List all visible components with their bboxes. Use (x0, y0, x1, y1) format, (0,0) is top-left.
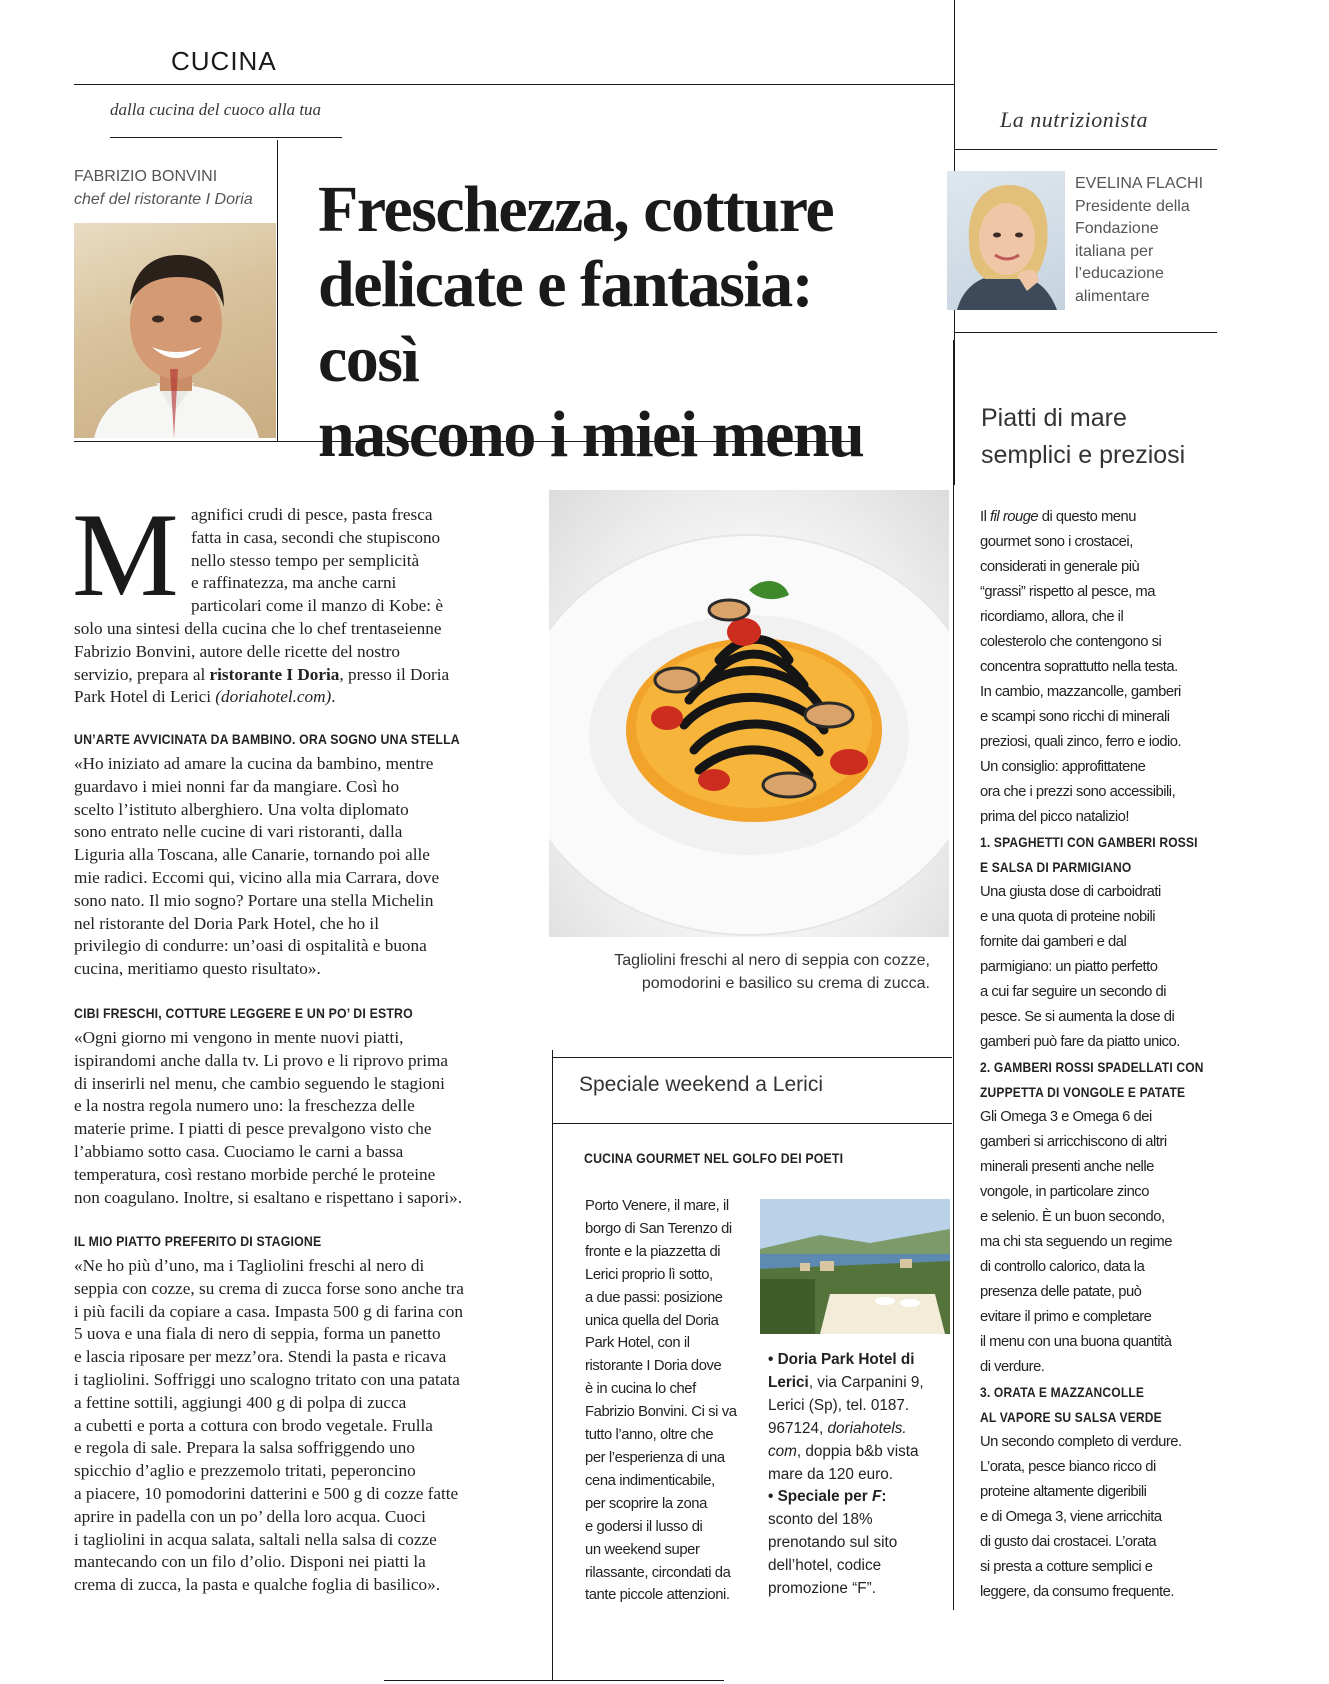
section-body (74, 753, 514, 981)
sidebar-line: gamberi si arricchiscono di altri (980, 1134, 1167, 1150)
section-heading: UN’ARTE AVVICINATA DA BAMBINO. ORA SOGNO UNA STELLA (74, 731, 460, 747)
article-line: mantecando con un filo d’olio. Disponi nei piatti la (74, 1552, 426, 1572)
article-line: nel ristorante del Doria Park Hotel, che ho il (74, 913, 379, 933)
sidebar-line: colesterolo che contengono si (980, 634, 1162, 650)
article-line: seppia con cozze, su crema di zucca forse sono anche tra (74, 1278, 464, 1298)
sidebar-title-line: Piatti di mare (981, 404, 1127, 432)
nutritionist-title: La nutrizionista (1000, 107, 1148, 132)
section-heading: IL MIO PIATTO PREFERITO DI STAGIONE (74, 1233, 322, 1249)
sidebar-line: si presta a cotture semplici e (980, 1559, 1153, 1575)
sidebar-line: evitare il primo e completare (980, 1309, 1152, 1325)
tagline-rule (110, 137, 342, 138)
bottom-rule (384, 1680, 724, 1681)
headline (318, 172, 918, 472)
article-line: Park Hotel di Lerici (doriahotel.com). (74, 687, 336, 707)
top-rule (74, 84, 955, 85)
sidebar-line: Il fil rouge di questo menu (980, 509, 1136, 525)
hotel-line: • Doria Park Hotel di (768, 1351, 915, 1368)
sidebar-line: e selenio. È un buon secondo, (980, 1209, 1165, 1225)
sidebar-title-line: semplici e preziosi (981, 441, 1186, 469)
nutritionist-role-line: l’educazione (1075, 265, 1164, 282)
hotel-line: 967124, doriahotels. (768, 1419, 907, 1437)
tagline: dalla cucina del cuoco alla tua (110, 100, 322, 119)
sidebar-line: L’orata, pesce bianco ricco di (980, 1459, 1156, 1475)
box-line: cena indimenticabile, (585, 1472, 715, 1489)
chef-name: FABRIZIO BONVINI (74, 168, 218, 185)
recipe-heading: AL VAPORE SU SALSA VERDE (980, 1409, 1162, 1425)
sidebar-line: concentra soprattutto nella testa. (980, 659, 1178, 675)
weekend-box-text (585, 1195, 745, 1607)
nutritionist-role-line: italiana per (1075, 242, 1154, 260)
nutritionist-role-line: alimentare (1075, 287, 1150, 305)
article-line: e la nostra regola numero uno: la freschezza delle (74, 1096, 415, 1116)
sidebar-line: prima del picco natalizio! (980, 809, 1130, 825)
section-label: CUCINA (171, 46, 277, 76)
article-line: Liguria alla Toscana, alle Canarie, tornando poi alle (74, 845, 430, 865)
hotel-website: doriahotels. (827, 1419, 907, 1437)
box-line: Park Hotel, con il (585, 1335, 690, 1352)
nutritionist-name: EVELINA FLACHI (1075, 175, 1204, 192)
sidebar-line: considerati in generale più (980, 559, 1140, 575)
box-line: Lerici proprio lì sotto, (585, 1266, 713, 1283)
article-line: spicchio d’aglio e prezzemolo tritati, peperoncino (74, 1461, 416, 1481)
article-line: «Ogni giorno mi vengono in mente nuovi piatti, (74, 1028, 404, 1047)
hotel-line: com, doppia b&b vista (768, 1442, 919, 1460)
article-line: «Ne ho più d’uno, ma i Tagliolini freschi al nero di (74, 1256, 425, 1275)
sidebar-body (980, 505, 1222, 1605)
chef-divider (277, 140, 278, 442)
sidebar-title (981, 400, 1185, 474)
article-line: scelto l’istituto alberghiero. Una volta diplomato (74, 799, 409, 819)
special-offer-line: • Speciale per F: (768, 1488, 887, 1506)
sidebar-line: leggere, da consumo frequente. (980, 1584, 1174, 1600)
section-body (74, 1255, 514, 1597)
caption-line: pomodorini e basilico su crema di zucca. (641, 975, 930, 992)
sidebar-line: e una quota di proteine nobili (980, 909, 1156, 925)
box-line: è in cucina lo chef (585, 1381, 696, 1398)
article-line: non coagulano. Inoltre, si esaltano e rispettano i sapori». (74, 1187, 463, 1207)
sidebar-line: proteine altamente digeribili (980, 1484, 1147, 1500)
sidebar-line: a cui far seguire un secondo di (980, 984, 1167, 1000)
box-line: tante piccole attenzioni. (585, 1587, 730, 1604)
sidebar-line: minerali presenti anche nelle (980, 1159, 1154, 1175)
article-line: servizio, prepara al ristorante I Doria, presso il Doria (74, 664, 450, 684)
drop-cap: M (72, 488, 179, 621)
sidebar-line: fornite dai gamberi e dal (980, 934, 1127, 950)
sidebar-line: e scampi sono ricchi di minerali (980, 709, 1170, 725)
sidebar-line: gamberi può fare da piatto unico. (980, 1034, 1180, 1050)
recipe-heading: ZUPPETTA DI VONGOLE E PATATE (980, 1084, 1186, 1100)
article-line: a fettine sottili, aggiungi 400 g di polpa di zucca (74, 1392, 407, 1412)
box-line: e godersi il lusso di (585, 1518, 703, 1535)
sidebar-line: e di Omega 3, viene arricchita (980, 1509, 1162, 1525)
article-line: a piacere, 10 pomodorini datterini e 500 g di cozze fatte (74, 1483, 459, 1503)
sidebar-line: di controllo calorico, data la (980, 1259, 1145, 1275)
recipe-heading: E SALSA DI PARMIGIANO (980, 859, 1132, 875)
box-title-rule (552, 1123, 952, 1124)
recipe-heading: 1. SPAGHETTI CON GAMBERI ROSSI (980, 834, 1198, 850)
article-line: mie radici. Eccomi qui, vicino alla mia Carrara, dove (74, 867, 440, 887)
sidebar-line: Un secondo completo di verdure. (980, 1434, 1182, 1450)
box-line: tutto l’anno, oltre che (585, 1427, 714, 1444)
article-line: privilegio di condurre: un’oasi di ospitalità e buona (74, 936, 427, 956)
article-line: particolari come il manzo di Kobe: è (191, 596, 443, 616)
sidebar-line: In cambio, mazzancolle, gamberi (980, 684, 1181, 700)
sidebar-line: il menu con una buona quantità (980, 1334, 1172, 1350)
recipe-heading: 2. GAMBERI ROSSI SPADELLATI CON (980, 1059, 1204, 1075)
box-line: fronte e la piazzetta di (585, 1243, 721, 1260)
article-line: i più facili da copiare a casa. Impasta 500 g di farina con (74, 1301, 463, 1321)
article-line: e raffinatezza, ma anche carni (191, 573, 397, 593)
box-line: a due passi: posizione (585, 1289, 723, 1306)
headline-line: Freschezza, cotture (318, 173, 834, 246)
sidebar-line: di gusto dai crostacei. L’orata (980, 1534, 1157, 1550)
photo-caption (560, 949, 930, 995)
article-line: nello stesso tempo per semplicità (191, 550, 420, 570)
box-line: borgo di San Terenzo di (585, 1220, 732, 1237)
article-line: temperatura, così restano morbide perché le proteine (74, 1164, 436, 1184)
box-line: ristorante I Doria dove (585, 1358, 722, 1375)
article-line: 5 uova e una fiala di nero di seppia, forma un panetto (74, 1324, 441, 1344)
article-intro-indented (191, 504, 511, 618)
hotel-line: Lerici, via Carpanini 9, (768, 1373, 924, 1391)
box-line: unica quella del Doria (585, 1312, 719, 1329)
headline-line: nascono i miei menu (318, 398, 864, 471)
article-line: ispirandomi anche dalla tv. Li provo e li riprovo prima (74, 1050, 449, 1070)
chef-byline (74, 165, 253, 211)
sidebar-line: vongole, in particolare zinco (980, 1184, 1149, 1200)
article-line: di inserirli nel menu, che cambio seguendo le stagioni (74, 1073, 445, 1093)
article-line: agnifici crudi di pesce, pasta fresca (191, 505, 433, 524)
sidebar-line: presenza delle patate, può (980, 1284, 1142, 1300)
sidebar-line: Gli Omega 3 e Omega 6 dei (980, 1109, 1152, 1125)
article-line: crema di zucca, la pasta e qualche foglia di basilico». (74, 1575, 441, 1595)
sidebar-line: di verdure. (980, 1359, 1045, 1375)
article-line: «Ho iniziato ad amare la cucina da bambino, mentre (74, 754, 434, 773)
chef-role: chef del ristorante I Doria (74, 191, 253, 208)
headline-line: delicate e fantasia: così (318, 248, 813, 396)
sidebar-line: gourmet sono i crostacei, (980, 534, 1133, 550)
article-line: aprire in padella con un po’ della loro acqua. Cuoci (74, 1506, 426, 1526)
sidebar-line: ricordiamo, allora, che il (980, 609, 1124, 625)
box-line: per scoprire la zona (585, 1495, 707, 1512)
article-line: l’abbiamo sotto casa. Cuociamo le carni a bassa (74, 1141, 404, 1161)
sidebar-line: parmigiano: un piatto perfetto (980, 959, 1158, 975)
article-line: a cubetti e porta a cottura con brodo vegetale. Frulla (74, 1415, 433, 1435)
nutritionist-photo (947, 171, 1065, 310)
nutritionist-byline (1075, 173, 1203, 308)
box-top-rule (552, 1057, 952, 1058)
nutritionist-role-line: Fondazione (1075, 220, 1159, 237)
hotel-info (768, 1349, 928, 1601)
sidebar-line: ma chi sta seguendo un regime (980, 1234, 1172, 1250)
hotel-photo (760, 1199, 950, 1334)
article-line: i tagliolini in acqua salata, saltali nella salsa di cozze (74, 1529, 437, 1549)
special-line: dell’hotel, codice (768, 1557, 882, 1575)
box-line: rilassante, circondati da (585, 1564, 731, 1581)
sidebar-line: preziosi, quali zinco, ferro e iodio. (980, 734, 1182, 750)
article-line: i tagliolini. Soffriggi uno scalogno tritato con una patata (74, 1369, 460, 1389)
recipe-heading: 3. ORATA E MAZZANCOLLE (980, 1384, 1145, 1400)
article-line: sono nato. Il mio sogno? Portare una stella Michelin (74, 890, 434, 910)
special-line: promozione “F”. (768, 1580, 876, 1598)
caption-line: Tagliolini freschi al nero di seppia con cozze, (614, 952, 930, 969)
article-line: e regola di sale. Prepara la salsa soffriggendo uno (74, 1438, 415, 1458)
box-line: un weekend super (585, 1541, 700, 1558)
box-line: Fabrizio Bonvini. Ci si va (585, 1404, 737, 1421)
section-heading: CIBI FRESCHI, COTTURE LEGGERE E UN PO’ DI ESTRO (74, 1005, 413, 1021)
sidebar-divider (953, 340, 954, 1610)
article-line: solo una sintesi della cucina che lo chef trentaseienne (74, 619, 442, 638)
box-left-rule (552, 1050, 553, 1680)
weekend-box-title: Speciale weekend a Lerici (579, 1073, 823, 1096)
sidebar-line: Una giusta dose di carboidrati (980, 884, 1161, 900)
restaurant-name: ristorante I Doria (209, 664, 340, 684)
nutritionist-role-line: Presidente della (1075, 197, 1190, 215)
article-line: e lascia riposare per mezz’ora. Stendi la pasta e ricava (74, 1347, 447, 1367)
nutri-title-rule (954, 149, 1217, 150)
box-line: per l’esperienza di una (585, 1449, 725, 1466)
sidebar-line: ora che i prezzi sono accessibili, (980, 784, 1176, 800)
hotel-url: (doriahotel.com) (215, 687, 332, 707)
section-body (74, 1027, 514, 1209)
sidebar-line: Un consiglio: approfittatene (980, 759, 1146, 775)
article-line: fatta in casa, secondi che stupiscono (191, 527, 441, 547)
article-intro-rest (74, 618, 514, 709)
weekend-box-subheading: CUCINA GOURMET NEL GOLFO DEI POETI (584, 1150, 844, 1166)
sidebar-line: “grassi” rispetto al pesce, ma (980, 584, 1155, 600)
nutri-bottom-rule (954, 332, 1217, 333)
sidebar-line: pesce. Se si aumenta la dose di (980, 1009, 1175, 1025)
special-line: sconto del 18% (768, 1511, 873, 1529)
hotel-line: Lerici (Sp), tel. 0187. (768, 1396, 910, 1414)
special-line: prenotando sul sito (768, 1534, 898, 1552)
dish-photo (549, 490, 949, 937)
article-line: materie prime. I piatti di pesce prevalgono visto che (74, 1119, 432, 1139)
article-line: sono entrato nelle cucine di vari ristoranti, dalla (74, 822, 403, 842)
article-line: guardavo i miei nonni far da mangiare. Così ho (74, 776, 400, 796)
hotel-line: mare da 120 euro. (768, 1465, 894, 1483)
article-line: cucina, meritiamo questo risultato». (74, 959, 321, 979)
chef-photo (74, 223, 276, 438)
article-line: Fabrizio Bonvini, autore delle ricette del nostro (74, 641, 400, 661)
box-line: Porto Venere, il mare, il (585, 1198, 729, 1214)
